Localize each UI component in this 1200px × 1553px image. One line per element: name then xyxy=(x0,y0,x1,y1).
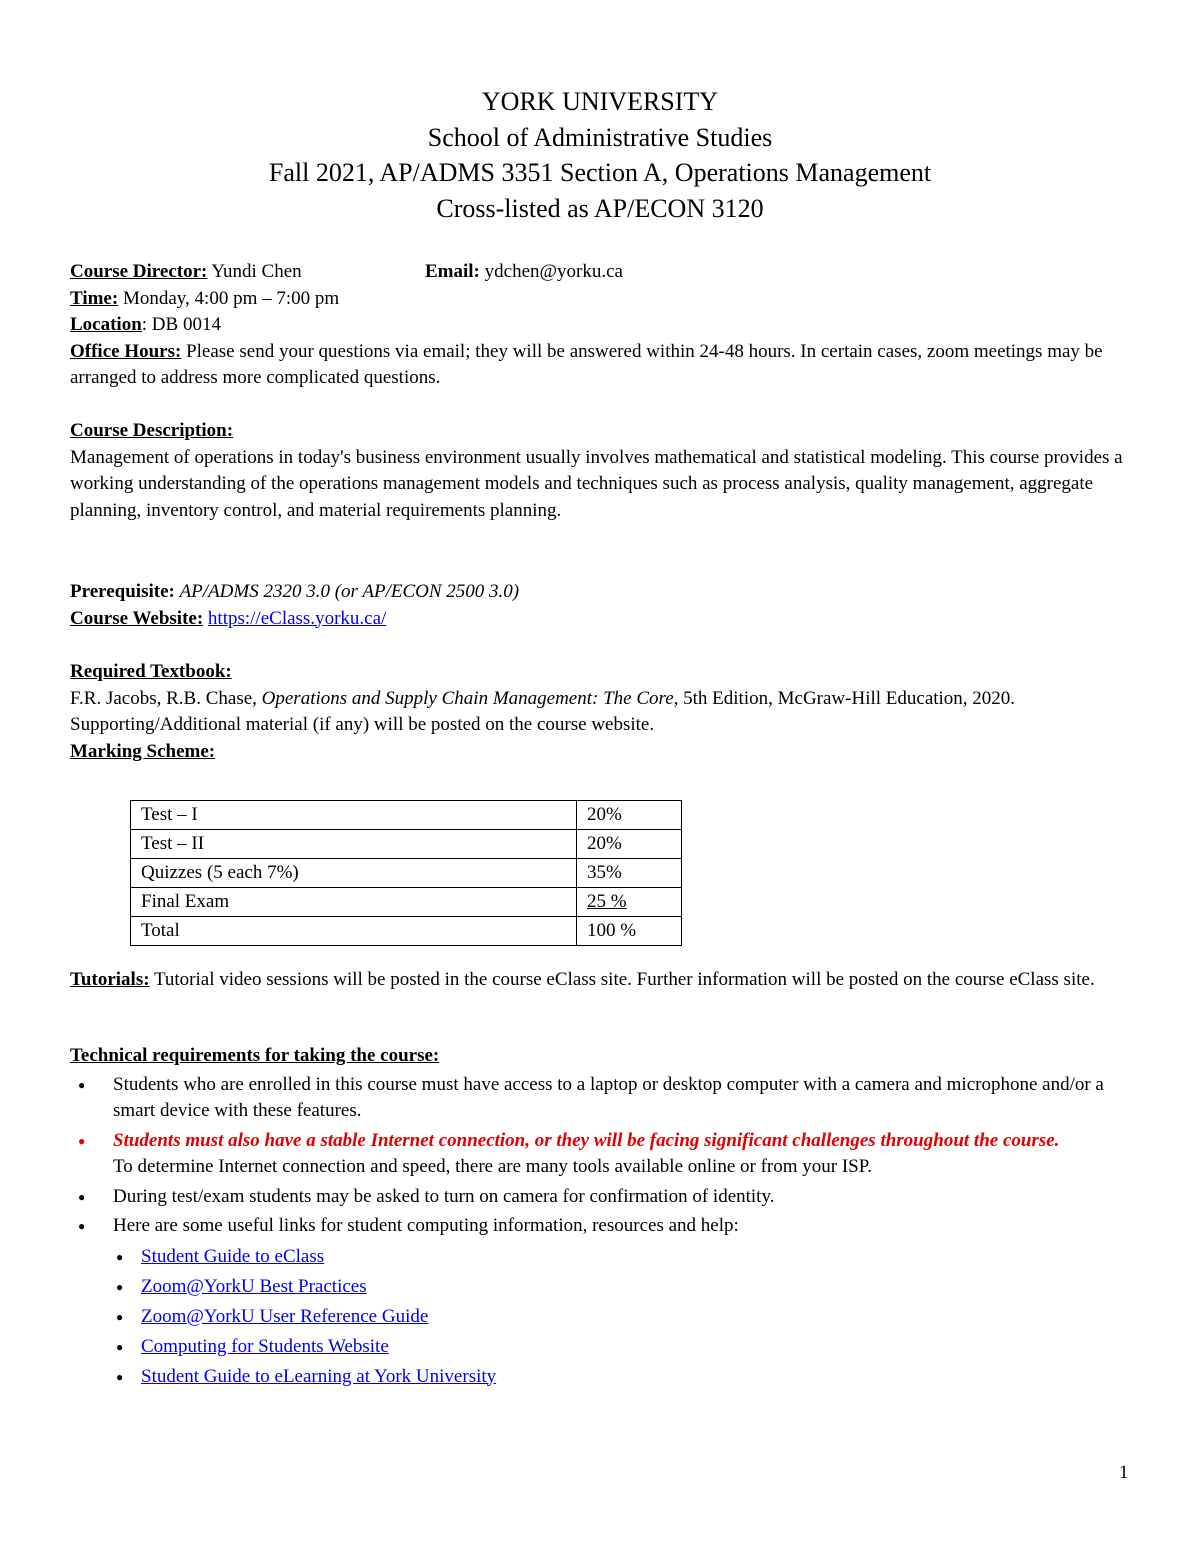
list-item-link xyxy=(70,1274,1140,1301)
cross-listed-title: Cross-listed as AP/ECON 3120 xyxy=(436,193,764,223)
email-value: ydchen@yorku.ca xyxy=(484,261,623,282)
email-label: Email: xyxy=(425,261,480,282)
course-info xyxy=(70,259,1140,392)
textbook-title: Operations and Supply Chain Management: The Core xyxy=(261,687,674,709)
table-row xyxy=(131,859,682,888)
list-item-link xyxy=(70,1334,1140,1361)
table-cell-weight: 25 % xyxy=(587,891,627,912)
description-label: Course Description: xyxy=(70,420,234,441)
technical-label: Technical requirements for taking the course: xyxy=(70,1045,440,1066)
prerequisite-value: AP/ADMS 2320 3.0 (or AP/ECON 2500 3.0) xyxy=(179,581,520,602)
computing-website-link[interactable]: Computing for Students Website xyxy=(141,1335,389,1357)
description-text: Management of operations in today's business environment usually involves mathematical and statistical modeling. This course provides a working understanding of the operations management models and techniques such as process analysis, quality management, aggregate planning, inventory control, and material requirements planning. xyxy=(70,446,1123,521)
email-group xyxy=(425,259,623,286)
table-cell-item: Quizzes (5 each 7%) xyxy=(131,859,577,888)
school-title: School of Administrative Studies xyxy=(427,122,773,152)
office-hours-label: Office Hours: xyxy=(70,340,182,362)
zoom-best-practices-link[interactable]: Zoom@YorkU Best Practices xyxy=(141,1275,367,1297)
prerequisite-line xyxy=(70,579,1140,606)
table-cell-item: Final Exam xyxy=(131,888,577,917)
table-row xyxy=(131,830,682,859)
list-item: ● During test/exam students may be asked to turn on camera for confirmation of identity. xyxy=(70,1184,1140,1211)
time-value: Monday, 4:00 pm – 7:00 pm xyxy=(122,287,340,309)
table-cell-item: Test – I xyxy=(131,801,577,830)
eclass-guide-link[interactable]: Student Guide to eClass xyxy=(141,1245,325,1267)
list-item-link xyxy=(70,1304,1140,1331)
supporting-material: Supporting/Additional material (if any) will be posted on the course website. xyxy=(70,714,655,735)
technical-requirements xyxy=(70,1043,1140,1390)
table-row xyxy=(131,888,682,917)
table-cell-weight: 20% xyxy=(577,801,682,830)
tutorials-text: Tutorial video sessions will be posted in the course eClass site. Further information will be posted on the course eClass site. xyxy=(153,969,1095,990)
textbook-block xyxy=(70,659,1140,765)
table-cell-weight: 35% xyxy=(577,859,682,888)
tutorials-label: Tutorials: xyxy=(70,969,150,990)
technical-list-continued xyxy=(70,1184,1140,1240)
course-title: Fall 2021, AP/ADMS 3351 Section A, Operations Management xyxy=(268,158,932,187)
location-value: : DB 0014 xyxy=(141,314,221,335)
list-item-link xyxy=(70,1364,1140,1391)
table-cell-item: Total xyxy=(131,917,577,946)
prerequisite-label: Prerequisite: xyxy=(70,581,175,602)
internet-speed-note: To determine Internet connection and speed, there are many tools available online or from your ISP. xyxy=(113,1156,872,1177)
list-item-link xyxy=(70,1244,1140,1271)
time-line xyxy=(70,286,1140,313)
office-hours-text: Please send your questions via email; they will be answered within 24-48 hours. In certain cases, zoom meetings may be arranged to address more complicated questions. xyxy=(70,340,1103,388)
table-cell-weight: 20% xyxy=(577,830,682,859)
list-item-warning: ● Students must also have a stable Internet connection, or they will be facing significant challenges throughout the course. xyxy=(70,1128,1140,1155)
marking-scheme-label: Marking Scheme: xyxy=(70,740,216,762)
director-name: Yundi Chen xyxy=(211,261,302,282)
document-header xyxy=(0,84,1200,226)
help-links-list xyxy=(70,1244,1140,1391)
zoom-reference-guide-link[interactable]: Zoom@YorkU User Reference Guide xyxy=(141,1305,429,1327)
page-number: 1 xyxy=(1119,1462,1129,1483)
course-description xyxy=(70,418,1140,524)
table-row xyxy=(131,917,682,946)
list-item: ● Students who are enrolled in this course must have access to a laptop or desktop computer with a camera and microphone and/or a smart device with these features. xyxy=(70,1072,1140,1125)
textbook-authors: F.R. Jacobs, R.B. Chase, xyxy=(70,687,262,709)
director-line xyxy=(70,259,1140,286)
textbook-label: Required Textbook: xyxy=(70,661,232,682)
table-row xyxy=(131,801,682,830)
marking-scheme-table xyxy=(130,800,682,946)
office-hours-line xyxy=(70,339,1140,392)
tutorials-block xyxy=(70,967,1140,994)
textbook-citation xyxy=(70,686,1140,713)
table-cell-weight: 100 % xyxy=(577,917,682,946)
list-item: ● Here are some useful links for student computing information, resources and help: xyxy=(70,1213,1140,1240)
website-label: Course Website: xyxy=(70,607,204,629)
time-label: Time: xyxy=(70,287,119,309)
table-cell-item: Test – II xyxy=(131,830,577,859)
course-website-link[interactable]: https://eClass.yorku.ca/ xyxy=(207,607,387,629)
university-title: YORK UNIVERSITY xyxy=(481,87,719,116)
website-line xyxy=(70,606,1140,633)
director-label: Course Director: xyxy=(70,261,208,282)
location-line xyxy=(70,312,1140,339)
table-cell-weight-wrap xyxy=(577,888,682,917)
elearning-guide-link[interactable]: Student Guide to eLearning at York University xyxy=(141,1365,497,1387)
technical-list xyxy=(70,1072,1140,1155)
prerequisite-block xyxy=(70,579,1140,632)
location-label: Location xyxy=(70,314,142,335)
textbook-edition: , 5th Edition, McGraw-Hill Education, 2020. xyxy=(673,687,1016,709)
